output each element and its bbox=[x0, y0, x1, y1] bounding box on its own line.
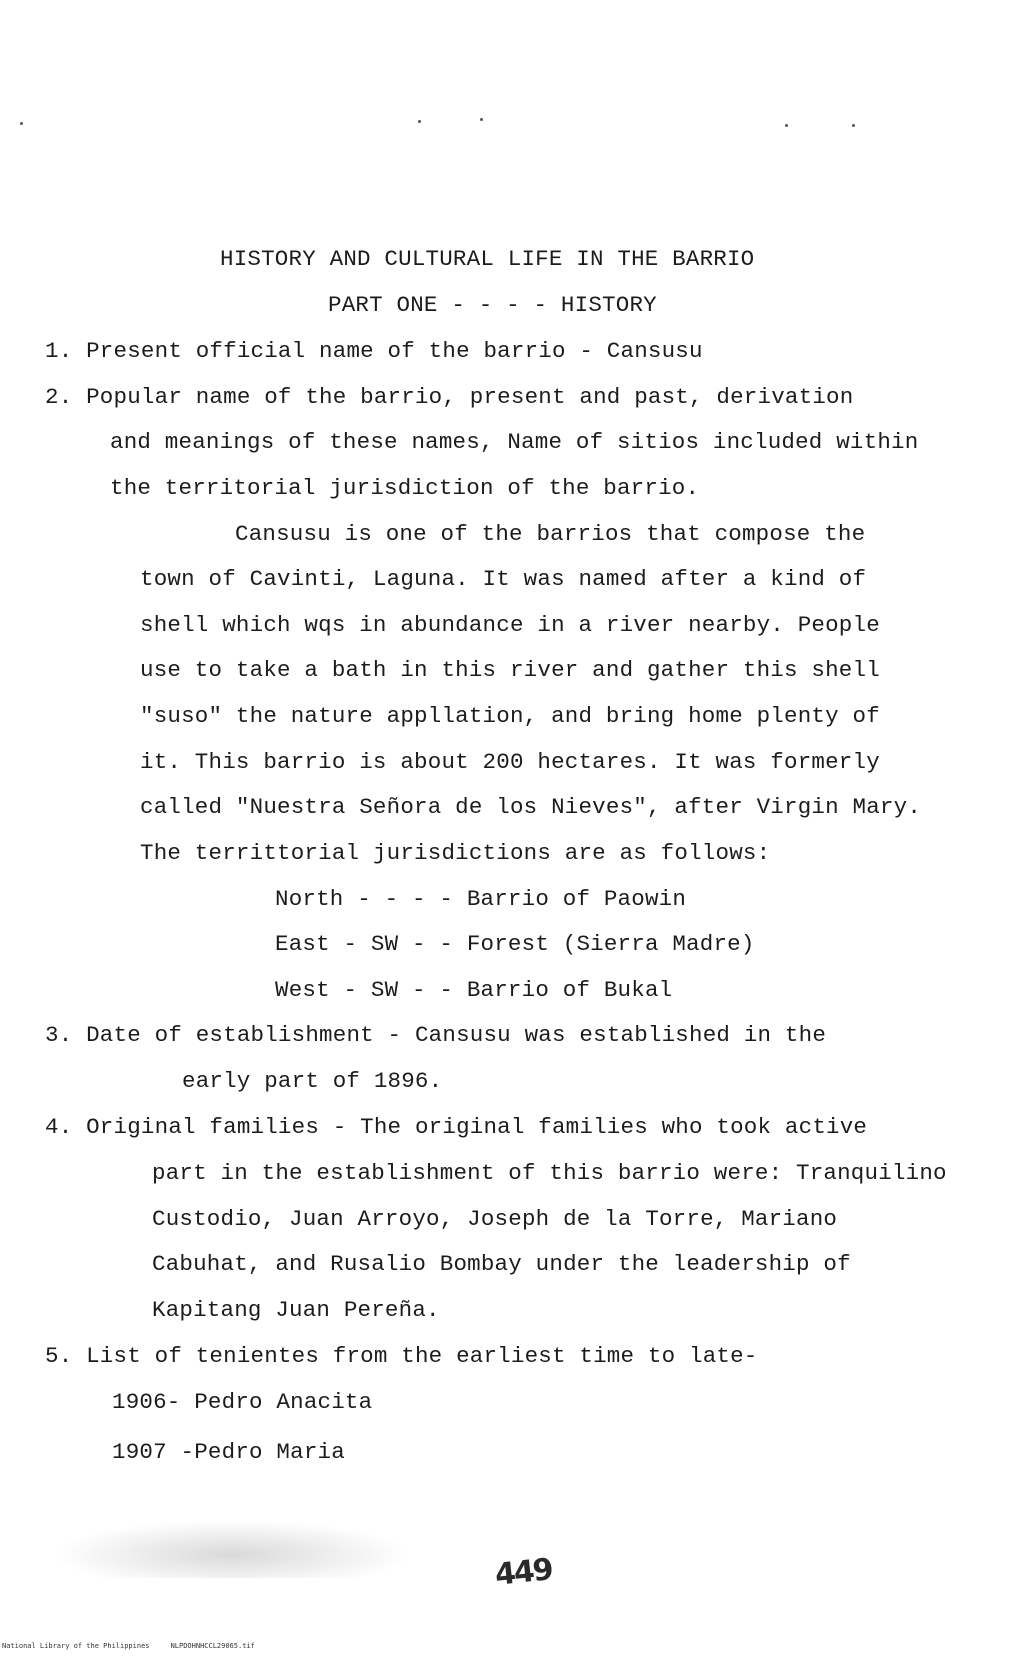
speck bbox=[418, 120, 421, 123]
document-title: HISTORY AND CULTURAL LIFE IN THE BARRIO bbox=[220, 246, 755, 272]
text-line: part in the establishment of this barrio were: Tranquilino bbox=[152, 1160, 947, 1186]
text-line: and meanings of these names, Name of sitios included within bbox=[110, 429, 919, 455]
speck bbox=[785, 124, 788, 127]
text-line: "suso" the nature appllation, and bring home plenty of bbox=[140, 703, 880, 729]
text-line: 1. Present official name of the barrio - Cansusu bbox=[45, 338, 703, 364]
text-line: called "Nuestra Señora de los Nieves", after Virgin Mary. bbox=[140, 794, 922, 820]
text-line: early part of 1896. bbox=[182, 1068, 443, 1094]
scan-footer: National Library of the Philippines NLPDOHNHCCL29065.tif bbox=[2, 1642, 255, 1650]
text-line: use to take a bath in this river and gather this shell bbox=[140, 657, 880, 683]
jurisdiction-row: North - - - - Barrio of Paowin bbox=[275, 886, 687, 912]
teniente-row: 1907 -Pedro Maria bbox=[112, 1439, 345, 1465]
page-number-stamp: 449 bbox=[493, 1552, 554, 1593]
text-line: it. This barrio is about 200 hectares. It was formerly bbox=[140, 749, 880, 775]
text-line: 2. Popular name of the barrio, present and past, derivation bbox=[45, 384, 854, 410]
text-line: town of Cavinti, Laguna. It was named after a kind of bbox=[140, 566, 867, 592]
text-line: 5. List of tenientes from the earliest time to late- bbox=[45, 1343, 758, 1369]
text-line: 4. Original families - The original families who took active bbox=[45, 1114, 868, 1140]
speck bbox=[20, 122, 23, 125]
text-line: Cansusu is one of the barrios that compose the bbox=[235, 521, 866, 547]
text-line: 3. Date of establishment - Cansusu was established in the bbox=[45, 1022, 827, 1048]
text-line: Kapitang Juan Pereña. bbox=[152, 1297, 440, 1323]
text-line: shell which wqs in abundance in a river nearby. People bbox=[140, 612, 880, 638]
scan-smudge bbox=[52, 1520, 412, 1578]
speck bbox=[852, 124, 855, 127]
part-heading: PART ONE - - - - HISTORY bbox=[328, 292, 657, 318]
text-line: The territtorial jurisdictions are as follows: bbox=[140, 840, 771, 866]
speck bbox=[480, 118, 483, 121]
text-line: Cabuhat, and Rusalio Bombay under the leadership of bbox=[152, 1251, 851, 1277]
jurisdiction-row: West - SW - - Barrio of Bukal bbox=[275, 977, 673, 1003]
teniente-row: 1906- Pedro Anacita bbox=[112, 1389, 373, 1415]
text-line: the territorial jurisdiction of the barrio. bbox=[110, 475, 700, 501]
jurisdiction-row: East - SW - - Forest (Sierra Madre) bbox=[275, 931, 755, 957]
text-line: Custodio, Juan Arroyo, Joseph de la Torre, Mariano bbox=[152, 1206, 838, 1232]
